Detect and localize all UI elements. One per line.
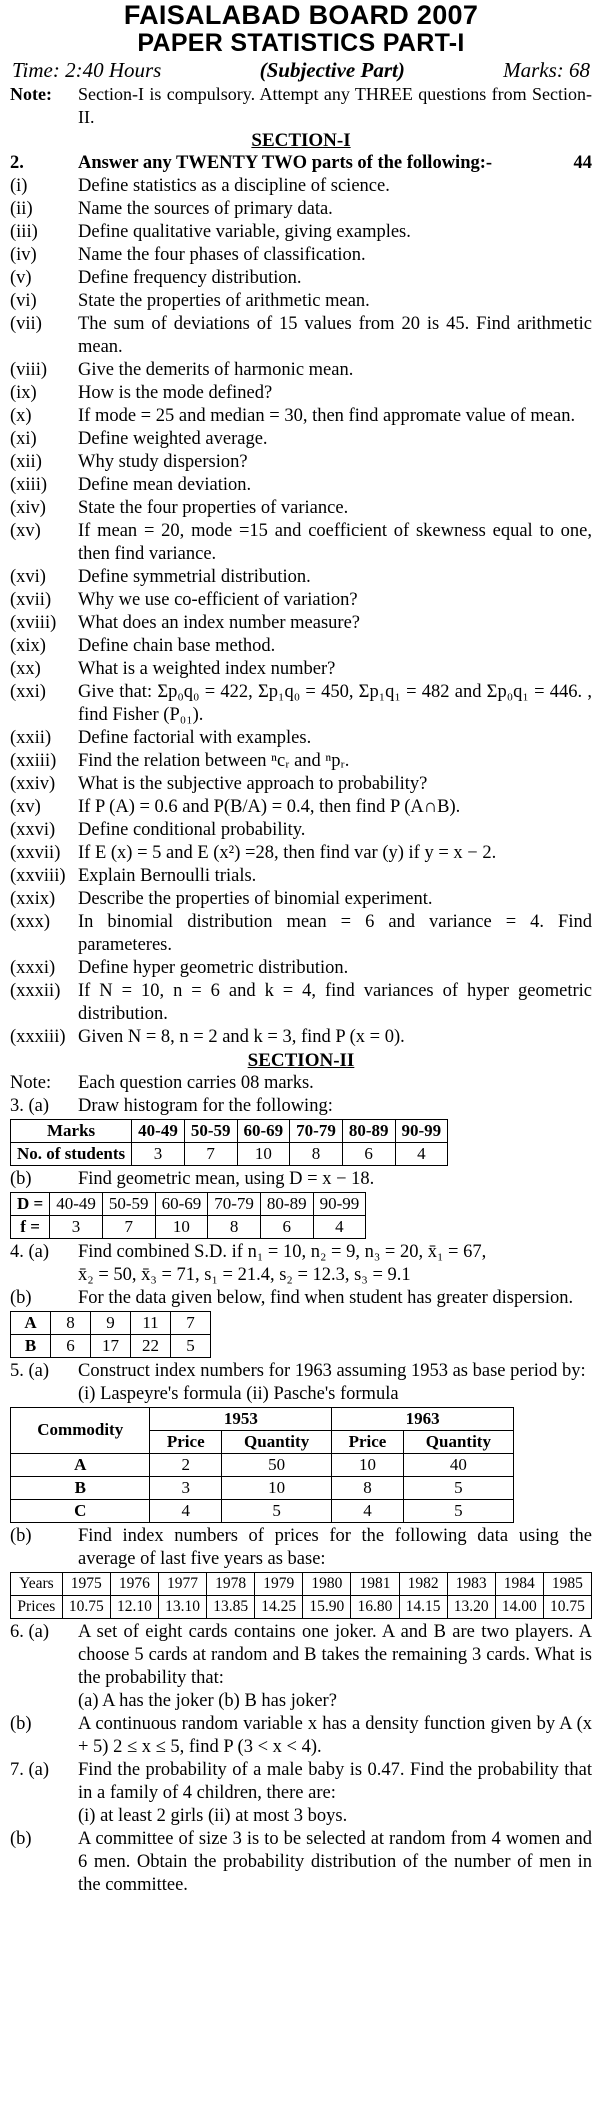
item-text: Explain Bernoulli trials. [78, 866, 257, 886]
table-cell: 50-59 [102, 1193, 155, 1216]
question-text: Draw histogram for the following: [78, 1096, 333, 1116]
formula-options: (i) Laspeyre's formula (ii) Pasche's formula [78, 1384, 399, 1404]
table-cell: No. of students [11, 1143, 132, 1166]
item-number: (xxviii) [10, 866, 66, 886]
table-row [11, 1216, 366, 1239]
note-label: Note: [10, 1073, 52, 1093]
list-item [10, 865, 592, 888]
part-label: (Subjective Part) [259, 58, 405, 82]
table-cell: 6 [342, 1143, 395, 1166]
item-text: Define chain base method. [78, 636, 276, 656]
item-number: (xiii) [10, 475, 47, 495]
item-text: Define weighted average. [78, 429, 268, 449]
item-number: (xix) [10, 636, 46, 656]
item-number: (ii) [10, 199, 33, 219]
time-marks-line [10, 57, 592, 83]
table-body [11, 1454, 514, 1523]
table-row [11, 1143, 448, 1166]
table-cell: 40-49 [132, 1120, 185, 1143]
list-item [10, 198, 592, 221]
note-label: Note: [10, 84, 52, 104]
question-text: Construct index numbers for 1963 assuming 1953 as base period by: [78, 1361, 586, 1381]
table-cell: 14.25 [255, 1596, 303, 1619]
item-text: State the four properties of variance. [78, 498, 349, 518]
list-item [10, 474, 592, 497]
table-cell: 5 [222, 1500, 332, 1523]
question-7a [10, 1759, 592, 1805]
table-cell: 40-49 [50, 1193, 103, 1216]
item-number: (xv) [10, 797, 41, 817]
table-cell: 13.10 [158, 1596, 206, 1619]
list-item [10, 635, 592, 658]
list-item [10, 267, 592, 290]
item-text: State the properties of arithmetic mean. [78, 291, 370, 311]
list-item [10, 819, 592, 842]
question-5b [10, 1525, 592, 1571]
table-cell: 12.10 [110, 1596, 158, 1619]
table-row-label: Prices [11, 1596, 63, 1619]
list-item [10, 1026, 592, 1049]
item-number: (xxxii) [10, 981, 61, 1001]
question-2-heading [10, 152, 592, 175]
histogram-data-table [10, 1119, 448, 1166]
item-number: (xxi) [10, 682, 46, 702]
question-number: 5. (a) [10, 1361, 50, 1381]
table-cell: 7 [102, 1216, 155, 1239]
question-7b [10, 1828, 592, 1897]
list-item [10, 842, 592, 865]
table-row [11, 1335, 211, 1358]
item-text: What is the subjective approach to probability? [78, 774, 428, 794]
table-cell: 40 [403, 1454, 513, 1477]
item-text: Why study dispersion? [78, 452, 248, 472]
question-number: 4. (a) [10, 1242, 50, 1262]
question-number: 7. (a) [10, 1760, 50, 1780]
index-number-table [10, 1407, 514, 1523]
table-cell: 8 [51, 1312, 91, 1335]
item-text: What does an index number measure? [78, 613, 361, 633]
list-item [10, 313, 592, 359]
item-number: (xvii) [10, 590, 52, 610]
question-number: (b) [10, 1169, 32, 1189]
table-cell: 10 [155, 1216, 208, 1239]
item-text: In binomial distribution mean = 6 and variance = 4. Find parameteres. [78, 912, 592, 955]
note-text: Section-I is compulsory. Attempt any THREE questions from Section-II. [78, 84, 592, 127]
table-header-cell: Quantity [403, 1431, 513, 1454]
item-number: (vi) [10, 291, 37, 311]
item-text: If mode = 25 and median = 30, then find appromate value of mean. [78, 406, 576, 426]
table-cell: 70-79 [208, 1193, 261, 1216]
table-row [11, 1312, 211, 1335]
table-cell: A [11, 1454, 150, 1477]
table-cell: 1983 [447, 1573, 495, 1596]
section-1-title: SECTION-I [251, 130, 351, 151]
table-header-cell: 1953 [150, 1408, 332, 1431]
item-number: (xxxiii) [10, 1027, 66, 1047]
item-number: (viii) [10, 360, 47, 380]
question-text: Answer any TWENTY TWO parts of the following:- [78, 153, 493, 173]
table-cell: 10.75 [543, 1596, 591, 1619]
item-text: Give that: Σp₀q₀ = 422, Σp₁q₀ = 450, Σp₁q₁ = 482 and Σp₀q₁ = 446. , find Fisher (P₀₁). [78, 682, 592, 725]
question-number: 2. [10, 153, 24, 173]
item-number: (xiv) [10, 498, 46, 518]
table-cell: 6 [51, 1335, 91, 1358]
list-item [10, 359, 592, 382]
table-cell: 6 [260, 1216, 313, 1239]
table-cell: 10 [237, 1143, 290, 1166]
item-number: (iv) [10, 245, 37, 265]
price-index-table [10, 1572, 592, 1619]
table-cell: 4 [332, 1500, 404, 1523]
table-cell: B [11, 1335, 51, 1358]
list-item [10, 888, 592, 911]
table-cell: 15.90 [303, 1596, 351, 1619]
section-2-note [10, 1072, 592, 1095]
question-text [78, 1241, 592, 1287]
item-text: Describe the properties of binomial experiment. [78, 889, 433, 909]
item-text: Define frequency distribution. [78, 268, 302, 288]
list-item [10, 451, 592, 474]
table-cell: 1977 [158, 1573, 206, 1596]
table-cell: 1979 [255, 1573, 303, 1596]
question-text: A continuous random variable x has a density function given by A (x + 5) 2 ≤ x ≤ 5, find P (3 < x < 4). [78, 1714, 592, 1757]
table-cell: 4 [150, 1500, 222, 1523]
table-cell: B [11, 1477, 150, 1500]
exam-paper [10, 0, 592, 1897]
table-cell: 1981 [351, 1573, 399, 1596]
table-cell: 90-99 [313, 1193, 366, 1216]
item-text: Name the sources of primary data. [78, 199, 333, 219]
item-text: If mean = 20, mode =15 and coefficient of skewness equal to one, then find variance. [78, 521, 592, 564]
instructions-note [10, 83, 592, 129]
table-cell: 3 [132, 1143, 185, 1166]
table-cell: 4 [395, 1143, 448, 1166]
list-item [10, 796, 592, 819]
item-number: (xxiii) [10, 751, 57, 771]
question-6a-parts [10, 1690, 592, 1713]
table-cell: C [11, 1500, 150, 1523]
table-cell: A [11, 1312, 51, 1335]
list-item [10, 911, 592, 957]
item-number: (xxix) [10, 889, 56, 909]
board-title: FAISALABAD BOARD 2007 [123, 0, 479, 30]
note-text: Each question carries 08 marks. [78, 1073, 314, 1093]
table-cell: 2 [150, 1454, 222, 1477]
table-cell: 8 [208, 1216, 261, 1239]
item-number: (iii) [10, 222, 38, 242]
list-item [10, 566, 592, 589]
short-questions-list [10, 175, 592, 1049]
item-text: Given N = 8, n = 2 and k = 3, find P (x = 0). [78, 1027, 405, 1047]
time-label: Time: 2:40 Hours [12, 58, 162, 82]
list-item [10, 428, 592, 451]
table-cell: 13.20 [447, 1596, 495, 1619]
list-item [10, 727, 592, 750]
table-cell: 5 [403, 1500, 513, 1523]
table-header-cell: 1963 [332, 1408, 514, 1431]
question-parts: (a) A has the joker (b) B has joker? [78, 1691, 337, 1711]
question-text: For the data given below, find when student has greater dispersion. [78, 1288, 574, 1308]
table-cell: 1982 [399, 1573, 447, 1596]
table-row [11, 1193, 366, 1216]
item-number: (v) [10, 268, 32, 288]
question-number: (b) [10, 1288, 32, 1308]
question-parts: (i) at least 2 girls (ii) at most 3 boys. [78, 1806, 348, 1826]
list-item [10, 221, 592, 244]
question-text: Find geometric mean, using D = x − 18. [78, 1169, 375, 1189]
item-text: Define qualitative variable, giving examples. [78, 222, 411, 242]
item-text: Define hyper geometric distribution. [78, 958, 349, 978]
table-cell: 50 [222, 1454, 332, 1477]
table-cell: 3 [50, 1216, 103, 1239]
list-item [10, 175, 592, 198]
question-number: 6. (a) [10, 1622, 50, 1642]
table-header-cell: Commodity [11, 1408, 150, 1454]
question-line: x̄₂ = 50, x̄₃ = 71, s₁ = 21.4, s₂ = 12.3, s₃ = 9.1 [78, 1265, 411, 1285]
table-row [11, 1408, 514, 1431]
table-cell: 90-99 [395, 1120, 448, 1143]
table-cell: 3 [150, 1477, 222, 1500]
item-text: The sum of deviations of 15 values from 20 is 45. Find arithmetic mean. [78, 314, 592, 357]
table-cell: D = [11, 1193, 50, 1216]
list-item [10, 290, 592, 313]
table-cell: 1985 [543, 1573, 591, 1596]
item-text: Define mean deviation. [78, 475, 252, 495]
table-cell: 1975 [62, 1573, 110, 1596]
table-row [11, 1477, 514, 1500]
item-text: If N = 10, n = 6 and k = 4, find variances of hyper geometric distribution. [78, 981, 592, 1024]
question-text: A set of eight cards contains one joker. A and B are two players. A choose 5 cards at random and B takes the remaining 3 cards. What is the probability that: [78, 1622, 592, 1688]
table-cell: Marks [11, 1120, 132, 1143]
table-header-cell: Quantity [222, 1431, 332, 1454]
list-item [10, 405, 592, 428]
item-number: (i) [10, 176, 28, 196]
item-number: (xx) [10, 659, 41, 679]
item-text: Give the demerits of harmonic mean. [78, 360, 354, 380]
table-cell: 60-69 [237, 1120, 290, 1143]
question-text: Find index numbers of prices for the following data using the average of last five years as base: [78, 1526, 592, 1569]
list-item [10, 520, 592, 566]
table-cell: 70-79 [290, 1120, 343, 1143]
item-number: (xviii) [10, 613, 57, 633]
question-5a-options [10, 1383, 592, 1406]
item-text: Find the relation between ⁿcᵣ and ⁿpᵣ. [78, 751, 350, 771]
table-cell: 17 [91, 1335, 131, 1358]
list-item [10, 612, 592, 635]
item-number: (xxxi) [10, 958, 56, 978]
table-cell: 14.15 [399, 1596, 447, 1619]
item-text: How is the mode defined? [78, 383, 273, 403]
item-number: (ix) [10, 383, 37, 403]
question-text: Find the probability of a male baby is 0.47. Find the probability that in a family of 4 children, there are: [78, 1760, 592, 1803]
table-cell: 50-59 [184, 1120, 237, 1143]
item-number: (xxvii) [10, 843, 61, 863]
item-text: Define statistics as a discipline of science. [78, 176, 390, 196]
question-number: (b) [10, 1526, 32, 1546]
table-row [11, 1573, 592, 1596]
item-number: (xv) [10, 521, 41, 541]
table-cell: f = [11, 1216, 50, 1239]
list-item [10, 382, 592, 405]
table-cell: 1976 [110, 1573, 158, 1596]
table-row [11, 1596, 592, 1619]
item-text: What is a weighted index number? [78, 659, 336, 679]
table-cell: 9 [91, 1312, 131, 1335]
question-7a-parts [10, 1805, 592, 1828]
item-text: Name the four phases of classification. [78, 245, 366, 265]
table-cell: 22 [131, 1335, 171, 1358]
list-item [10, 658, 592, 681]
table-cell: 7 [171, 1312, 211, 1335]
dispersion-table [10, 1311, 211, 1358]
table-cell: 10 [332, 1454, 404, 1477]
table-header-cell: Price [332, 1431, 404, 1454]
item-number: (xii) [10, 452, 42, 472]
item-text: Define factorial with examples. [78, 728, 312, 748]
table-header-cell: Price [150, 1431, 222, 1454]
table-cell: 80-89 [342, 1120, 395, 1143]
item-number: (xxiv) [10, 774, 56, 794]
geometric-mean-table [10, 1192, 366, 1239]
item-number: (xxvi) [10, 820, 56, 840]
table-cell: 4 [313, 1216, 366, 1239]
list-item [10, 773, 592, 796]
item-number: (xvi) [10, 567, 46, 587]
table-cell: 1978 [207, 1573, 255, 1596]
list-item [10, 681, 592, 727]
question-3b [10, 1168, 592, 1191]
table-cell: 10 [222, 1477, 332, 1500]
question-line: Find combined S.D. if n₁ = 10, n₂ = 9, n₃ = 20, x̄₁ = 67, [78, 1242, 487, 1262]
paper-title: PAPER STATISTICS PART-I [137, 29, 465, 57]
item-number: (x) [10, 406, 32, 426]
item-number: (xxii) [10, 728, 52, 748]
question-5a [10, 1360, 592, 1383]
question-6a [10, 1621, 592, 1690]
table-row-label: Years [11, 1573, 63, 1596]
item-text: Define conditional probability. [78, 820, 306, 840]
table-cell: 5 [403, 1477, 513, 1500]
question-text: A committee of size 3 is to be selected at random from 4 women and 6 men. Obtain the probability distribution of the number of men in the committee. [78, 1829, 592, 1895]
question-number: (b) [10, 1829, 32, 1849]
table-cell: 1984 [495, 1573, 543, 1596]
marks-label: Marks: 68 [503, 58, 590, 82]
section-2-title: SECTION-II [247, 1050, 355, 1071]
table-row [11, 1454, 514, 1477]
list-item [10, 244, 592, 267]
table-cell: 8 [332, 1477, 404, 1500]
table-row [11, 1120, 448, 1143]
item-number: (vii) [10, 314, 42, 334]
item-text: If P (A) = 0.6 and P(B/A) = 0.4, then find P (A∩B). [78, 797, 461, 817]
list-item [10, 589, 592, 612]
table-cell: 14.00 [495, 1596, 543, 1619]
item-number: (xxx) [10, 912, 51, 932]
question-4b [10, 1287, 592, 1310]
table-cell: 1980 [303, 1573, 351, 1596]
question-6b [10, 1713, 592, 1759]
list-item [10, 957, 592, 980]
table-cell: 7 [184, 1143, 237, 1166]
table-cell: 11 [131, 1312, 171, 1335]
question-3a [10, 1095, 592, 1118]
table-cell: 5 [171, 1335, 211, 1358]
table-cell: 60-69 [155, 1193, 208, 1216]
list-item [10, 980, 592, 1026]
table-cell: 10.75 [62, 1596, 110, 1619]
list-item [10, 750, 592, 773]
table-cell: 13.85 [207, 1596, 255, 1619]
question-number: (b) [10, 1714, 32, 1734]
item-number: (xi) [10, 429, 37, 449]
question-marks: 44 [573, 153, 592, 173]
item-text: Define symmetrial distribution. [78, 567, 311, 587]
table-row [11, 1500, 514, 1523]
question-4a [10, 1241, 592, 1287]
table-cell: 80-89 [260, 1193, 313, 1216]
item-text: If E (x) = 5 and E (x²) =28, then find var (y) if y = x − 2. [78, 843, 497, 863]
table-cell: 8 [290, 1143, 343, 1166]
question-number: 3. (a) [10, 1096, 50, 1116]
item-text: Why we use co-efficient of variation? [78, 590, 358, 610]
list-item [10, 497, 592, 520]
table-cell: 16.80 [351, 1596, 399, 1619]
